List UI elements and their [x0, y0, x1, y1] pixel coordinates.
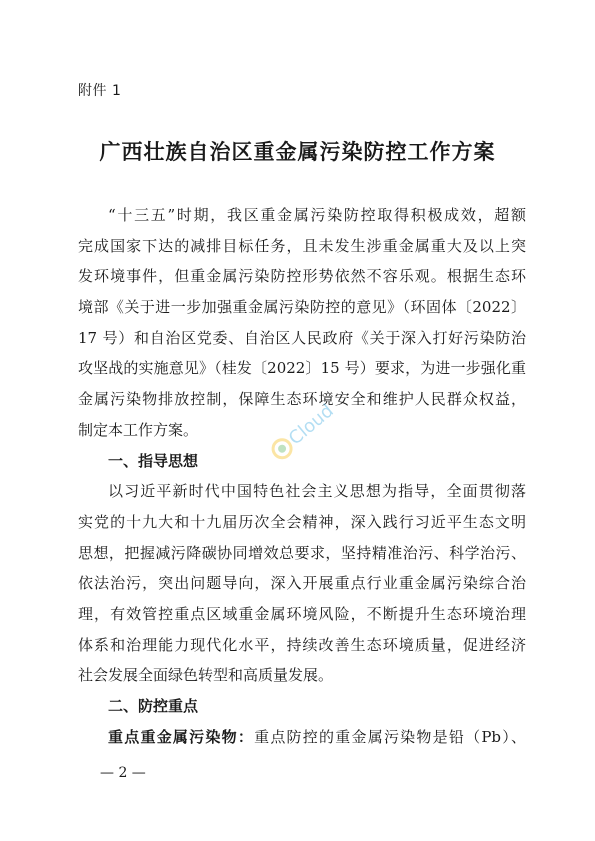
- section-heading-prevention-focus: 二、防控重点: [108, 697, 199, 715]
- paragraph-line: 金属污染物排放控制，保障生态环境安全和维护人民群众权益，: [78, 390, 526, 409]
- key-pollutants-text: 重点防控的重金属污染物是铅（Pb）、: [254, 727, 526, 746]
- paragraph-line: 境部《关于进一步加强重金属污染防控的意见》（环固体〔2022〕: [78, 298, 526, 317]
- paragraph-line: 实党的十九大和十九届历次全会精神，深入践行习近平生态文明: [78, 512, 526, 531]
- paragraph-line: 以习近平新时代中国特色社会主义思想为指导，全面贯彻落: [108, 482, 526, 501]
- paragraph-line: 攻坚战的实施意见》（桂发〔2022〕15 号）要求，为进一步强化重: [78, 359, 526, 378]
- paragraph-line: 社会发展全面绿色转型和高质量发展。: [78, 666, 334, 685]
- attachment-label: 附件 1: [78, 83, 122, 99]
- paragraph-line: 思想，把握减污降碳协同增效总要求，坚持精准治污、科学治污、: [78, 543, 526, 562]
- watermark-text: Cloud: [284, 400, 338, 450]
- paragraph-line: 完成国家下达的减排目标任务，且未发生涉重金属重大及以上突: [78, 236, 526, 255]
- paragraph-line: 发环境事件，但重金属污染防控形势依然不容乐观。根据生态环: [78, 267, 526, 286]
- paragraph-line: 体系和治理能力现代化水平，持续改善生态环境质量，促进经济: [78, 635, 526, 654]
- page-number: — 2 —: [100, 765, 146, 781]
- paragraph-line: “十三五”时期，我区重金属污染防控取得积极成效，超额: [108, 206, 526, 224]
- document-title: 广西壮族自治区重金属污染防控工作方案: [99, 140, 496, 164]
- paragraph-line: 依法治污，突出问题导向，深入开展重点行业重金属污染综合治: [78, 574, 526, 593]
- paragraph-line: 理，有效管控重点区域重金属环境风险，不断提升生态环境治理: [78, 604, 526, 623]
- paragraph-line: 制定本工作方案。: [78, 420, 199, 439]
- section-heading-guiding-ideology: 一、指导思想: [108, 451, 199, 470]
- paragraph-line: 17 号）和自治区党委、自治区人民政府《关于深入打好污染防治: [78, 328, 526, 347]
- key-pollutants-lead: 重点重金属污染物：: [108, 727, 255, 746]
- paragraph-line: [78, 722, 526, 753]
